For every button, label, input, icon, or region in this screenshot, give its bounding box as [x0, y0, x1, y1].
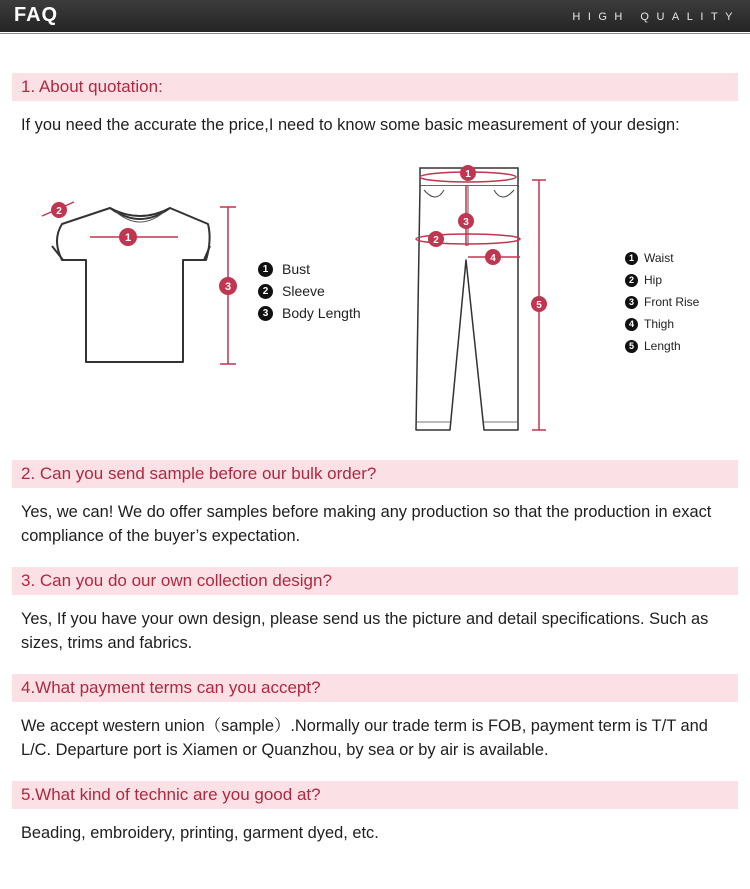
faq-question-2-text: 2. Can you send sample before our bulk order? — [21, 464, 377, 483]
legend-label-hip: Hip — [644, 273, 663, 287]
legend-number-1: 1 — [258, 262, 273, 277]
tshirt-legend — [258, 258, 361, 324]
pants-diagram — [408, 160, 558, 440]
svg-text:2: 2 — [56, 206, 62, 217]
faq-answer-5: Beading, embroidery, printing, garment dyed, etc. — [21, 824, 379, 842]
page-header — [0, 0, 750, 32]
svg-text:5: 5 — [536, 300, 542, 311]
faq-question-4 — [12, 674, 738, 702]
faq-question-3 — [12, 567, 738, 595]
legend-item-body-length — [258, 302, 361, 324]
legend-item-length — [625, 335, 699, 357]
legend-label-length: Length — [644, 339, 681, 353]
page-title: FAQ — [14, 4, 59, 26]
legend-number-5: 5 — [625, 340, 638, 353]
faq-question-4-text: 4.What payment terms can you accept? — [21, 678, 321, 697]
legend-number-3: 3 — [625, 296, 638, 309]
legend-number-3: 3 — [258, 306, 273, 321]
faq-answer-4: We accept western union（sample）.Normally our trade term is FOB, payment term is T/T and L/C. Departure port is Xiamen or Quanzhou, by sea or by air is available. — [21, 717, 708, 759]
svg-text:1: 1 — [465, 169, 471, 180]
header-divider — [0, 33, 750, 34]
legend-number-2: 2 — [258, 284, 273, 299]
legend-number-2: 2 — [625, 274, 638, 287]
faq-question-3-text: 3. Can you do our own collection design? — [21, 571, 332, 590]
legend-item-hip — [625, 269, 699, 291]
legend-label-body-length: Body Length — [282, 305, 361, 321]
legend-label-front-rise: Front Rise — [644, 295, 700, 309]
svg-text:4: 4 — [490, 253, 496, 264]
legend-label-thigh: Thigh — [644, 317, 675, 331]
legend-number-1: 1 — [625, 252, 638, 265]
legend-item-front-rise — [625, 291, 699, 313]
svg-text:3: 3 — [224, 281, 232, 293]
legend-number-4: 4 — [625, 318, 638, 331]
svg-text:2: 2 — [433, 235, 439, 246]
legend-label-bust: Bust — [282, 261, 311, 277]
legend-item-thigh — [625, 313, 699, 335]
tshirt-diagram — [30, 190, 250, 380]
faq-question-2 — [12, 460, 738, 488]
svg-text:3: 3 — [463, 217, 469, 228]
legend-item-bust — [258, 258, 361, 280]
faq-answer-3: Yes, If you have your own design, please send us the picture and detail specifications. Such as sizes, trims and fabrics. — [21, 610, 709, 652]
faq-question-1-text: 1. About quotation: — [21, 77, 163, 96]
faq-question-1 — [12, 73, 738, 101]
svg-text:1: 1 — [124, 232, 132, 244]
faq-answer-2: Yes, we can! We do offer samples before making any production so that the production in exact compliance of the buyer’s expectation. — [21, 503, 712, 545]
legend-item-sleeve — [258, 280, 361, 302]
pants-legend — [625, 247, 699, 357]
faq-answer-1: If you need the accurate the price,I need to know some basic measurement of your design: — [21, 116, 680, 134]
legend-label-sleeve: Sleeve — [282, 283, 325, 299]
faq-question-5 — [12, 781, 738, 809]
header-tagline: HIGH QUALITY — [572, 11, 740, 23]
legend-label-waist: Waist — [644, 251, 674, 265]
legend-item-waist — [625, 247, 699, 269]
faq-question-5-text: 5.What kind of technic are you good at? — [21, 785, 321, 804]
